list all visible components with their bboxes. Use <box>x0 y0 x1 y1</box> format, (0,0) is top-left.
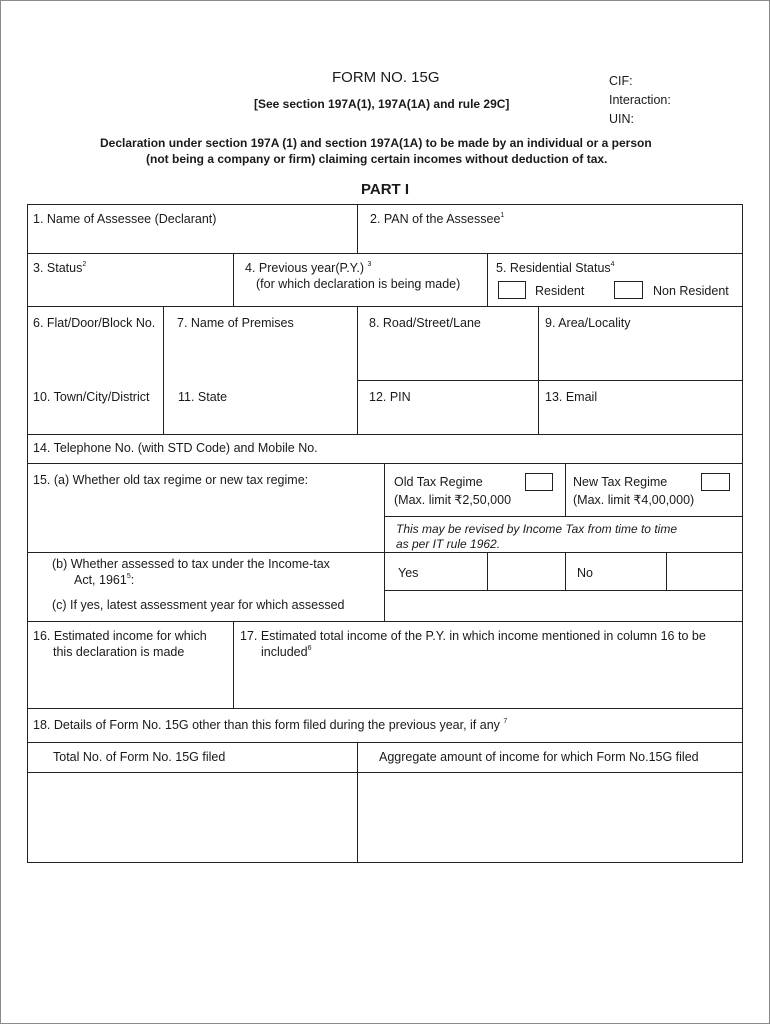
grid-line <box>565 552 566 590</box>
total-forms-filed-input[interactable] <box>28 773 356 861</box>
grid-line <box>27 204 28 862</box>
interaction-label: Interaction: <box>609 93 671 107</box>
field-11-label: 11. State <box>178 390 228 404</box>
grid-line <box>384 516 743 517</box>
declaration-line-2: (not being a company or firm) claiming certain incomes without deduction of tax. <box>146 152 608 166</box>
field-2-input[interactable] <box>358 228 741 252</box>
field-15c-input[interactable] <box>385 591 741 620</box>
field-1-label: 1. Name of Assessee (Declarant) <box>33 212 217 226</box>
declaration-line-1: Declaration under section 197A (1) and section 197A(1A) to be made by an individual or a person <box>100 136 652 150</box>
field-15c-label: (c) If yes, latest assessment year for which assessed <box>52 598 345 612</box>
grid-line <box>357 306 358 434</box>
resident-label: Resident <box>535 284 585 298</box>
field-15b-sublabel: Act, 1961$^5$: <box>74 573 135 587</box>
field-2-label: 2. PAN of the Assessee$^1$ <box>370 212 505 226</box>
field-4-label: 4. Previous year(P.Y.) $^3$ <box>245 261 372 275</box>
grid-line <box>27 434 743 435</box>
field-8-label: 8. Road/Street/Lane <box>369 316 481 330</box>
field-5-label: 5. Residential Status$^4$ <box>496 261 615 275</box>
grid-line <box>742 204 743 862</box>
yes-label: Yes <box>398 566 419 580</box>
section-reference: [See section 197A(1), 197A(1A) and rule 29C] <box>254 97 510 111</box>
grid-line <box>163 306 164 434</box>
grid-line <box>487 253 488 306</box>
grid-line <box>27 306 743 307</box>
grid-line <box>27 742 743 743</box>
revise-note-line-1: This may be revised by Income Tax from time to time <box>396 522 677 536</box>
grid-line <box>27 463 743 464</box>
grid-line <box>27 621 743 622</box>
cif-label: CIF: <box>609 74 633 88</box>
grid-line <box>27 204 743 205</box>
grid-line <box>27 862 743 863</box>
grid-line <box>233 253 234 306</box>
resident-checkbox[interactable] <box>498 281 526 299</box>
grid-line <box>565 463 566 516</box>
field-16-sublabel: this declaration is made <box>53 645 185 659</box>
aggregate-income-header: Aggregate amount of income for which Form No.15G filed <box>379 750 699 764</box>
grid-line <box>357 380 743 381</box>
new-regime-limit: (Max. limit ₹4,00,000) <box>573 493 695 507</box>
non-resident-checkbox[interactable] <box>614 281 643 299</box>
grid-line <box>27 708 743 709</box>
field-10-label: 10. Town/City/District <box>33 390 150 404</box>
field-15b-label: (b) Whether assessed to tax under the Income-tax <box>52 557 330 571</box>
field-7-label: 7. Name of Premises <box>177 316 294 330</box>
form-title: FORM NO. 15G <box>332 69 440 86</box>
aggregate-income-input[interactable] <box>358 773 741 861</box>
old-regime-label: Old Tax Regime <box>394 475 483 489</box>
field-18-label: 18. Details of Form No. 15G other than this form filed during the previous year, if any $^7$ <box>33 718 508 732</box>
no-label: No <box>577 566 593 580</box>
uin-label: UIN: <box>609 112 634 126</box>
field-6-label: 6. Flat/Door/Block No. <box>33 316 156 330</box>
non-resident-label: Non Resident <box>653 284 729 298</box>
field-17-label: 17. Estimated total income of the P.Y. in which income mentioned in column 16 to be <box>240 629 706 643</box>
grid-line <box>538 306 539 434</box>
old-regime-checkbox[interactable] <box>525 473 553 491</box>
field-16-label: 16. Estimated income for which <box>33 629 207 643</box>
field-14-label: 14. Telephone No. (with STD Code) and Mobile No. <box>33 441 318 455</box>
field-15a-label: 15. (a) Whether old tax regime or new tax regime: <box>33 473 309 487</box>
new-regime-checkbox[interactable] <box>701 473 730 491</box>
no-option-box[interactable] <box>667 553 741 589</box>
new-regime-label: New Tax Regime <box>573 475 668 489</box>
old-regime-limit: (Max. limit ₹2,50,000 <box>394 493 512 507</box>
field-17-sublabel: included$^6$ <box>261 645 312 659</box>
grid-line <box>27 552 743 553</box>
revise-note-line-2: as per IT rule 1962. <box>396 537 501 551</box>
yes-option-box[interactable] <box>488 553 564 589</box>
field-4-sublabel: (for which declaration is being made) <box>256 277 461 291</box>
field-3-label: 3. Status$^2$ <box>33 261 87 275</box>
field-13-label: 13. Email <box>545 390 598 404</box>
total-forms-filed-header: Total No. of Form No. 15G filed <box>53 750 226 764</box>
grid-line <box>233 621 234 708</box>
field-1-input[interactable] <box>28 228 356 252</box>
grid-line <box>27 253 743 254</box>
field-12-label: 12. PIN <box>369 390 411 404</box>
field-9-label: 9. Area/Locality <box>545 316 631 330</box>
part-title: PART I <box>361 181 410 198</box>
